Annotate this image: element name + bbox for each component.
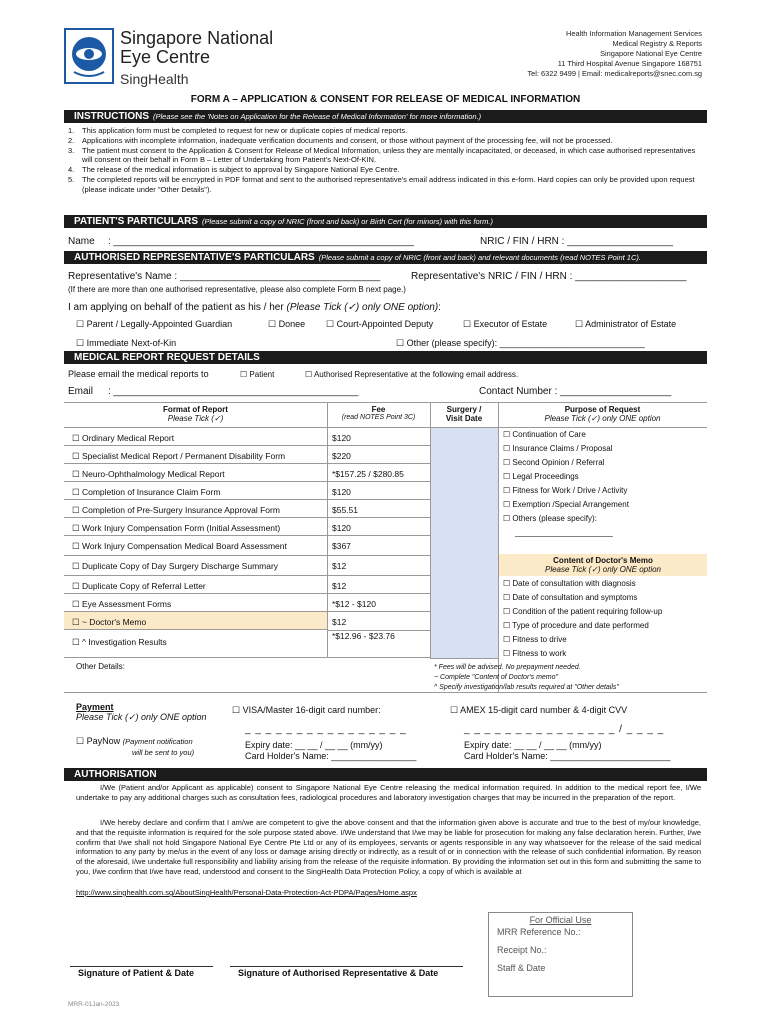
list-item: 2. Applications with incomplete information, inadequate verification documents and consent, or those without payment of the processing fee, will not be processed.: [68, 135, 613, 145]
table-col-purpose: [498, 402, 499, 692]
official-use-box: [488, 912, 633, 997]
logo-singhealth: SingHealth: [120, 71, 189, 87]
relation-option-nok[interactable]: ☐ Immediate Next-of-Kin: [76, 338, 177, 348]
form-code: MRR-01Jan-2023: [68, 1001, 120, 1008]
col-purpose-header: Purpose of Request Please Tick (✓) only ONE option: [544, 405, 661, 423]
list-item: 1. This application form must be completed to request for new or duplicate copies of medical reports.: [68, 126, 408, 135]
amex-expiry[interactable]: Expiry date: __ __ / __ __ (mm/yy): [464, 740, 602, 750]
table-row[interactable]: ☐ Duplicate Copy of Day Surgery Discharge Summary $12: [64, 556, 430, 576]
table-row[interactable]: ☐ Ordinary Medical Report $120: [64, 428, 430, 446]
list-item: 5. The completed reports will be encrypted in PDF format and sent to the authorised representative's email address indicated in this e-form. Hard copies can only be provided upon request (please indicate under "Other Details").: [68, 174, 695, 194]
fee-notes: * Fees will be advised. No prepayment needed. ~ Complete "Content of Doctor's memo" ^ Specify investigation/lab results required at "Other details": [434, 664, 619, 691]
list-item: 4. The release of the medical information is subject to approval by Singapore National Eye Centre.: [68, 165, 400, 175]
logo-name-line1: Singapore National: [120, 28, 274, 48]
instructions-heading: INSTRUCTIONS: [74, 111, 149, 122]
memo-option[interactable]: ☐ Date of consultation with diagnosis: [503, 579, 636, 588]
instructions-band: [64, 110, 707, 123]
logo: [64, 28, 274, 88]
patient-signature-line: [70, 966, 213, 967]
email-to-label: Please email the medical reports to: [68, 369, 209, 379]
instructions-list: [68, 126, 704, 195]
purpose-option[interactable]: ☐ Second Opinion / Referral: [503, 458, 605, 467]
other-details-field[interactable]: Other Details:: [76, 662, 125, 671]
table-row[interactable]: ☐ Duplicate Copy of Referral Letter $12: [64, 576, 430, 594]
purpose-other-line[interactable]: ______________________: [515, 528, 613, 537]
email-to-rep[interactable]: ☐ Authorised Representative at the following email address.: [305, 370, 519, 379]
relation-option-deputy[interactable]: ☐ Court-Appointed Deputy: [326, 319, 434, 329]
patient-note: (Please submit a copy of NRIC (front and back) or Birth Cert (for minors) with this form.): [202, 217, 493, 226]
rep-name-field[interactable]: Representative's Name : ____________________________________: [68, 271, 381, 282]
rep-signature-line: [230, 966, 463, 967]
memo-option[interactable]: ☐ Date of consultation and symptoms: [503, 593, 638, 602]
surgery-date-column[interactable]: [431, 428, 498, 658]
purpose-option[interactable]: ☐ Exemption /Special Arrangement: [503, 500, 629, 509]
col-format-header: Format of Report Please Tick (✓): [163, 405, 228, 423]
pdpa-link[interactable]: http://www.singhealth.com.sg/AboutSingHealth/Personal-Data-Protection-Act-PDPA/Pages/Home.aspx: [76, 888, 417, 897]
table-row[interactable]: ☐ Specialist Medical Report / Permanent Disability Form $220: [64, 446, 430, 464]
address-line: Health Information Management Services: [566, 29, 702, 38]
purpose-list: [503, 430, 629, 542]
receipt-field[interactable]: Receipt No.:: [497, 945, 547, 955]
table-bottom-right: [430, 658, 498, 659]
memo-option[interactable]: ☐ Condition of the patient requiring follow-up: [503, 607, 663, 616]
patient-heading: PATIENT'S PARTICULARS: [74, 216, 199, 227]
memo-content-header: Content of Doctor's Memo Please Tick (✓) only ONE option: [499, 554, 707, 576]
table-row[interactable]: ☐ Eye Assessment Forms *$12 - $120: [64, 594, 430, 612]
relation-option-parent[interactable]: ☐ Parent / Legally-Appointed Guardian: [76, 319, 233, 329]
rep-nric-field[interactable]: Representative's NRIC / FIN / HRN : ____________________: [411, 271, 687, 282]
table-row[interactable]: ☐ Neuro-Ophthalmology Medical Report *$157.25 / $280.85: [64, 464, 430, 482]
memo-option[interactable]: ☐ Fitness to work: [503, 649, 567, 658]
visa-expiry[interactable]: Expiry date: __ __ / __ __ (mm/yy): [245, 740, 383, 750]
behalf-question: I am applying on behalf of the patient as his / her (Please Tick (✓) only ONE option):: [68, 302, 441, 313]
address-line: Singapore National Eye Centre: [600, 49, 702, 58]
amex-holder[interactable]: Card Holder's Name: ________________________: [464, 751, 671, 761]
logo-name-line2: Eye Centre: [120, 47, 211, 67]
visa-card-number[interactable]: _ _ _ _ _ _ _ _ _ _ _ _ _ _ _ _: [245, 724, 407, 735]
contact-field[interactable]: Contact Number : ____________________: [479, 386, 672, 397]
table-row[interactable]: ☐ Completion of Insurance Claim Form $120: [64, 482, 430, 500]
address-line: 11 Third Hospital Avenue Singapore 168751: [557, 59, 702, 68]
paynow-note2: will be sent to you): [132, 748, 195, 757]
form-title: FORM A – APPLICATION & CONSENT FOR RELEASE OF MEDICAL INFORMATION: [190, 94, 581, 105]
table-row[interactable]: ☐ ^ Investigation Results *$12.96 - $23.76: [64, 630, 430, 658]
purpose-option[interactable]: ☐ Continuation of Care: [503, 430, 586, 439]
staff-date-field[interactable]: Staff & Date: [497, 963, 546, 973]
email-to-patient[interactable]: ☐ Patient: [240, 370, 275, 379]
instructions-note: (Please see the 'Notes on Application for the Release of Medical Information' for more information.): [153, 112, 482, 121]
patient-band: [64, 215, 707, 228]
table-row[interactable]: ☐ ~ Doctor's Memo: [64, 612, 327, 630]
mrr-ref-field[interactable]: MRR Reference No.:: [497, 927, 581, 937]
rep-signature-label[interactable]: Signature of Authorised Representative & Date: [238, 968, 439, 978]
medical-band: [64, 351, 707, 364]
table-row[interactable]: ☐ Work Injury Compensation Form (Initial Assessment) $120: [64, 518, 430, 536]
visa-option[interactable]: ☐ VISA/Master 16-digit card number:: [232, 705, 381, 715]
name-field[interactable]: : ______________________________________________________: [108, 236, 414, 247]
name-label: Name: [68, 236, 95, 247]
amex-card-number[interactable]: _ _ _ _ _ _ _ _ _ _ _ _ _ _ _ / _ _ _ _: [464, 724, 665, 735]
rep-note: (Please submit a copy of NRIC (front and back) and relevant documents (read NOTES Point 1C).: [318, 253, 641, 262]
email-label: Email: [68, 386, 94, 397]
relation-option-other[interactable]: ☐ Other (please specify): _____________________________: [396, 338, 645, 348]
address-line: Medical Registry & Reports: [612, 39, 702, 48]
memo-option[interactable]: ☐ Type of procedure and date performed: [503, 621, 649, 630]
memo-content-list: [503, 579, 662, 663]
email-field[interactable]: : ____________________________________________: [108, 386, 359, 397]
payment-title: Payment Please Tick (✓) only ONE option: [76, 702, 207, 722]
col-fee-header: Fee (read NOTES Point 3C): [341, 405, 416, 421]
table-row[interactable]: ☐ Completion of Pre-Surgery Insurance Approval Form $55.51: [64, 500, 430, 518]
relation-option-executor[interactable]: ☐ Executor of Estate: [463, 319, 548, 329]
memo-fee: $12: [332, 617, 347, 627]
table-row[interactable]: ☐ Work Injury Compensation Medical Board Assessment $367: [64, 536, 430, 556]
visa-holder[interactable]: Card Holder's Name: _________________: [245, 751, 417, 761]
other-details-bottom: [64, 692, 707, 693]
rep-heading: AUTHORISED REPRESENTATIVE'S PARTICULARS: [74, 252, 315, 263]
hims-address: [527, 29, 702, 79]
memo-option[interactable]: ☐ Fitness to drive: [503, 635, 567, 644]
patient-signature-label[interactable]: Signature of Patient & Date: [78, 968, 195, 978]
amex-option[interactable]: ☐ AMEX 15-digit card number & 4-digit CVV: [450, 705, 628, 715]
official-use-title: For Official Use: [529, 915, 592, 925]
auth-para1: I/We (Patient and/or Applicant as applicable) consent to Singapore National Eye Centre releasing the medical information required. In addition to the medical report fee, I/We undertake to pay any additional charges such as consultation fees, radiological procedures and laboratory investigation charges that may be incurred in the preparation of the report.: [76, 783, 701, 802]
table-top: [64, 402, 707, 403]
authorisation-heading: AUTHORISATION: [74, 769, 157, 780]
medical-heading: MEDICAL REPORT REQUEST DETAILS: [74, 352, 260, 363]
nric-field[interactable]: NRIC / FIN / HRN : ___________________: [480, 236, 673, 247]
purpose-option[interactable]: ☐ Fitness for Work / Drive / Activity: [503, 486, 628, 495]
paynow-option[interactable]: ☐ PayNow (Payment notification: [76, 736, 193, 746]
rep-band: [64, 251, 707, 264]
relation-option-donee[interactable]: ☐ Donee: [268, 319, 306, 329]
list-item: 3. The patient must consent to the Application & Consent for Release of Medical Information, unless they are mentally incapacitated, or deceased, in which case authorised representatives will consent on their behalf in Form B – Letter of Undertaking from Patient's Next-Of-KIN.: [68, 145, 696, 165]
purpose-option[interactable]: ☐ Legal Proceedings: [503, 472, 579, 481]
snec-eye-logo-icon: [64, 28, 114, 84]
address-line: Tel: 6322 9499 | Email: medicalreports@snec.com.sg: [527, 69, 702, 78]
purpose-option[interactable]: ☐ Insurance Claims / Proposal: [503, 444, 613, 453]
auth-para2: I/We hereby declare and confirm that I am/we are competent to give the above consent and that the information given above is accurate and true to the best of my/our knowledge, and that the requisite information is required for the sole purpose stated above. I/We understand that I/we may be liable for prosecution for making any false declaration herein. Further, I/we confirm that I/we shall not hold Singapore National Eye Centre Pte Ltd or any of its employees, servants or agents responsible in any way whatsoever for the release of the said medical information to any party by me/us in the event of any loss or damage arising directly or indirectly, as a result of or in connection with the release of such confidential information. By reason of the aforesaid, I/we undertake full responsibility and liability arising from the release of the requisite information. By providing the information set out in this form and submitting the same to you, I/we confirm that I/we have read, understood and consent to the SingHealth Data Protection Policy, a copy of which is available at: [76, 818, 701, 876]
relation-option-administrator[interactable]: ☐ Administrator of Estate: [575, 319, 677, 329]
authorisation-band: [64, 768, 707, 781]
col-surgery-header: Surgery / Visit Date: [445, 405, 483, 423]
purpose-option[interactable]: ☐ Others (please specify):: [503, 514, 597, 523]
rep-more-note: (If there are more than one authorised representative, please also complete Form B next page.): [68, 285, 406, 294]
